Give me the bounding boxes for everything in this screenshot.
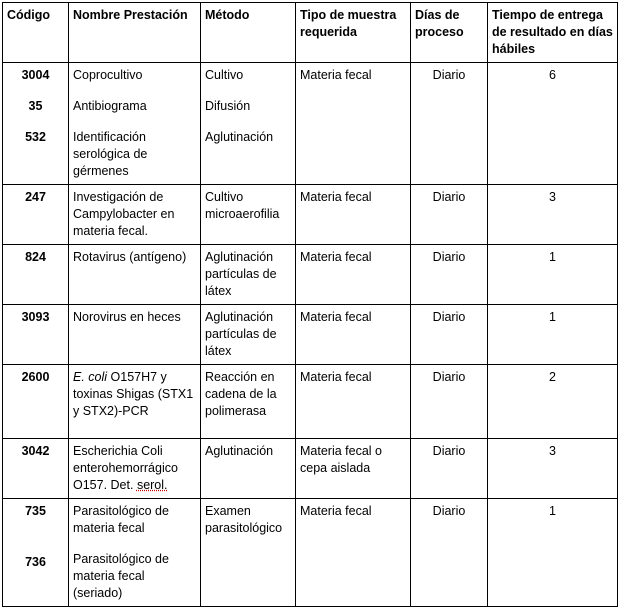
code-cell xyxy=(3,63,69,185)
code-cell: 3093 xyxy=(3,305,69,365)
code-value: 532 xyxy=(25,130,46,144)
method-cell: Examen parasitológico xyxy=(201,499,296,607)
name-cell xyxy=(69,63,201,185)
name-cell xyxy=(69,499,201,607)
sample-cell: Materia fecal xyxy=(296,365,411,439)
method-value: Difusión xyxy=(205,99,251,113)
code-cell xyxy=(3,499,69,607)
header-days: Días de proceso xyxy=(411,3,488,63)
method-cell: Aglutinación xyxy=(201,439,296,499)
days-cell: Diario xyxy=(411,63,488,185)
time-cell: 1 xyxy=(488,245,618,305)
table-row xyxy=(3,499,618,607)
days-cell: Diario xyxy=(411,305,488,365)
method-cell: Reacción en cadena de la polimerasa xyxy=(201,365,296,439)
table-row xyxy=(3,245,618,305)
header-code: Código xyxy=(3,3,69,63)
days-cell: Diario xyxy=(411,185,488,245)
time-cell: 1 xyxy=(488,305,618,365)
service-name: Escherichia Coli enterohemorrágico O157. Det. xyxy=(73,444,178,492)
header-row xyxy=(3,3,618,63)
method-cell: Cultivo microaerofilia xyxy=(201,185,296,245)
service-name: Coprocultivo xyxy=(73,68,143,82)
header-time: Tiempo de entrega de resultado en días hábiles xyxy=(488,3,618,63)
code-value: 735 xyxy=(25,504,46,518)
time-cell: 3 xyxy=(488,185,618,245)
method-cell: Aglutinación partículas de látex xyxy=(201,245,296,305)
name-cell xyxy=(69,365,201,439)
method-value: Aglutinación xyxy=(205,130,274,144)
method-cell: Aglutinación partículas de látex xyxy=(201,305,296,365)
table-row xyxy=(3,439,618,499)
code-cell: 247 xyxy=(3,185,69,245)
species-name: E. coli xyxy=(73,370,108,384)
time-cell: 2 xyxy=(488,365,618,439)
table-row xyxy=(3,305,618,365)
days-cell: Diario xyxy=(411,439,488,499)
service-name-abbrev: serol. xyxy=(136,478,168,492)
sample-cell: Materia fecal xyxy=(296,185,411,245)
days-cell: Diario xyxy=(411,245,488,305)
table-row xyxy=(3,365,618,439)
sample-cell: Materia fecal xyxy=(296,245,411,305)
header-sample: Tipo de muestra requerida xyxy=(296,3,411,63)
table-row xyxy=(3,63,618,185)
code-value: 35 xyxy=(28,99,43,113)
time-cell: 3 xyxy=(488,439,618,499)
code-cell: 3042 xyxy=(3,439,69,499)
code-cell: 824 xyxy=(3,245,69,305)
service-name: Parasitológico de materia fecal (seriado) xyxy=(73,552,169,600)
sample-cell: Materia fecal xyxy=(296,499,411,607)
name-cell: Investigación de Campylobacter en materia fecal. xyxy=(69,185,201,245)
method-cell xyxy=(201,63,296,185)
services-table xyxy=(2,2,618,607)
days-cell: Diario xyxy=(411,365,488,439)
time-cell: 1 xyxy=(488,499,618,607)
code-value: 3004 xyxy=(21,68,50,82)
code-cell: 2600 xyxy=(3,365,69,439)
name-cell: Rotavirus (antígeno) xyxy=(69,245,201,305)
sample-cell: Materia fecal o cepa aislada xyxy=(296,439,411,499)
code-value: 736 xyxy=(25,555,46,569)
sample-cell: Materia fecal xyxy=(296,63,411,185)
name-cell: Norovirus en heces xyxy=(69,305,201,365)
header-method: Método xyxy=(201,3,296,63)
table-row xyxy=(3,185,618,245)
time-cell: 6 xyxy=(488,63,618,185)
service-name: Antibiograma xyxy=(73,99,147,113)
name-cell xyxy=(69,439,201,499)
service-name: Identificación serológica de gérmenes xyxy=(73,130,148,178)
service-name: Parasitológico de materia fecal xyxy=(73,504,169,535)
sample-cell: Materia fecal xyxy=(296,305,411,365)
days-cell: Diario xyxy=(411,499,488,607)
method-value: Cultivo xyxy=(205,68,244,82)
header-name: Nombre Prestación xyxy=(69,3,201,63)
service-name-rest: O157H7 y toxinas Shigas (STX1 y STX2)-PCR xyxy=(73,370,194,418)
